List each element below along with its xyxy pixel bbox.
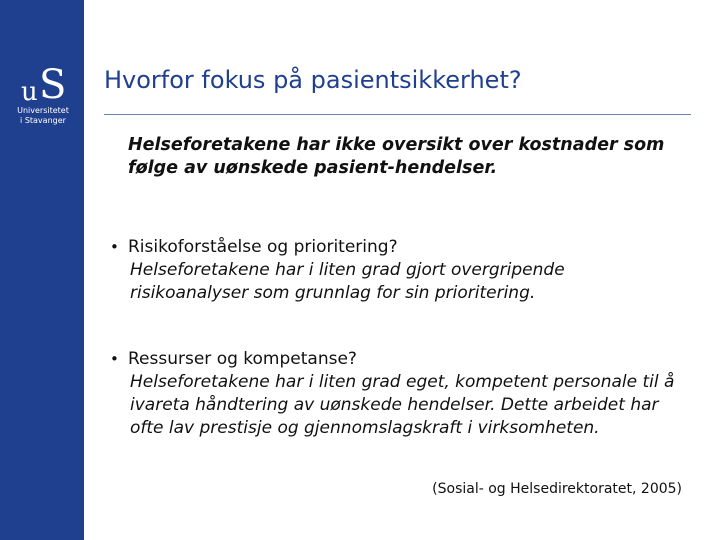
bullet-icon: • <box>110 350 119 368</box>
svg-text:S: S <box>39 62 67 106</box>
bullet-heading: Risikoforståelse og prioritering? <box>128 237 398 257</box>
title-divider <box>104 114 691 115</box>
university-logo <box>8 60 78 140</box>
sidebar-band <box>0 0 84 540</box>
svg-text:u: u <box>21 77 38 106</box>
logo-text-line-2: i Stavanger <box>20 116 66 125</box>
uis-logo-icon <box>17 60 69 106</box>
logo-text-line-1: Universitetet <box>17 106 69 115</box>
intro-statement: Helseforetakene har ikke oversikt over kostnader som følge av uønskede pasient-hendelser. <box>128 135 665 178</box>
bullet-heading: Ressurser og kompetanse? <box>128 349 357 369</box>
bullet-icon: • <box>110 238 119 256</box>
bullet-body: Helseforetakene har i liten grad gjort overgripende risikoanalyser som grunnlag for sin prioritering. <box>130 260 565 303</box>
bullet-body: Helseforetakene har i liten grad eget, kompetent personale til å ivareta håndtering av uønskede hendelser. Dette arbeidet har ofte lav prestisje og gjennomslagskraft i virksomheten. <box>130 372 675 438</box>
source-citation: (Sosial- og Helsedirektoratet, 2005) <box>432 481 682 497</box>
slide-title: Hvorfor fokus på pasientsikkerhet? <box>104 66 522 94</box>
